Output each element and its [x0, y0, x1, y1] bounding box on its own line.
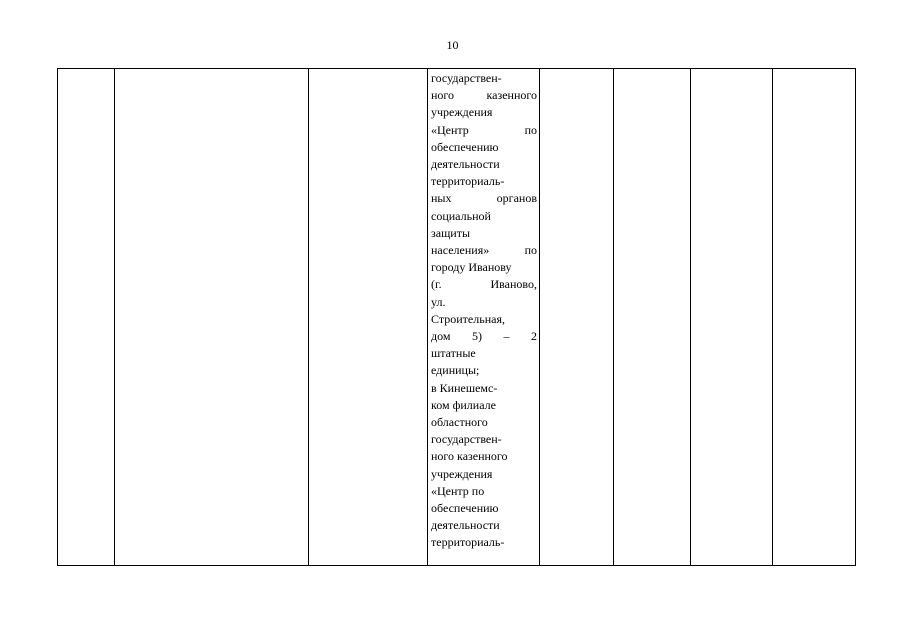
text-line: ком филиале [431, 397, 496, 412]
text-line: областного [431, 415, 488, 430]
text-line: ул. [431, 294, 446, 309]
text-line: штатные [431, 346, 476, 361]
text-line: ного казенного [431, 449, 508, 464]
text-line: (г. Иваново, [431, 277, 537, 292]
text-line: ного казенного [431, 88, 537, 103]
text-line: в Кинешемс- [431, 380, 498, 395]
table-cell-col8 [773, 69, 856, 566]
text-line: населения» по [431, 243, 537, 258]
cell-text-block [428, 69, 539, 552]
text-line: деятельности [431, 157, 500, 172]
text-line: «Центр по [431, 122, 537, 137]
text-line: защиты [431, 225, 471, 240]
text-line: «Центр по [431, 483, 485, 498]
text-line: территориаль- [431, 174, 505, 189]
table-cell-col5 [540, 69, 614, 566]
text-line: ных органов [431, 191, 537, 206]
table-cell-col2 [115, 69, 309, 566]
text-line: учреждения [431, 105, 493, 120]
text-line: единицы; [431, 363, 480, 378]
table-cell-col4 [428, 69, 540, 566]
document-table [57, 68, 856, 566]
table-cell-col6 [614, 69, 691, 566]
text-line: обеспечению [431, 501, 499, 516]
text-line: деятельности [431, 518, 500, 533]
page-number: 10 [446, 38, 459, 52]
table-cell-col7 [691, 69, 773, 566]
text-line: Строительная, [431, 311, 505, 326]
text-line: государствен- [431, 71, 502, 85]
text-line: обеспечению [431, 139, 499, 154]
table-row [58, 69, 856, 566]
text-line: дом 5) – 2 [431, 329, 537, 344]
text-line: государствен- [431, 432, 502, 447]
text-line: социальной [431, 208, 491, 223]
text-line: территориаль- [431, 535, 505, 550]
text-line: учреждения [431, 466, 493, 481]
table-cell-col3 [309, 69, 428, 566]
text-line: городу Иванову [431, 260, 512, 275]
table-cell-col1 [58, 69, 115, 566]
